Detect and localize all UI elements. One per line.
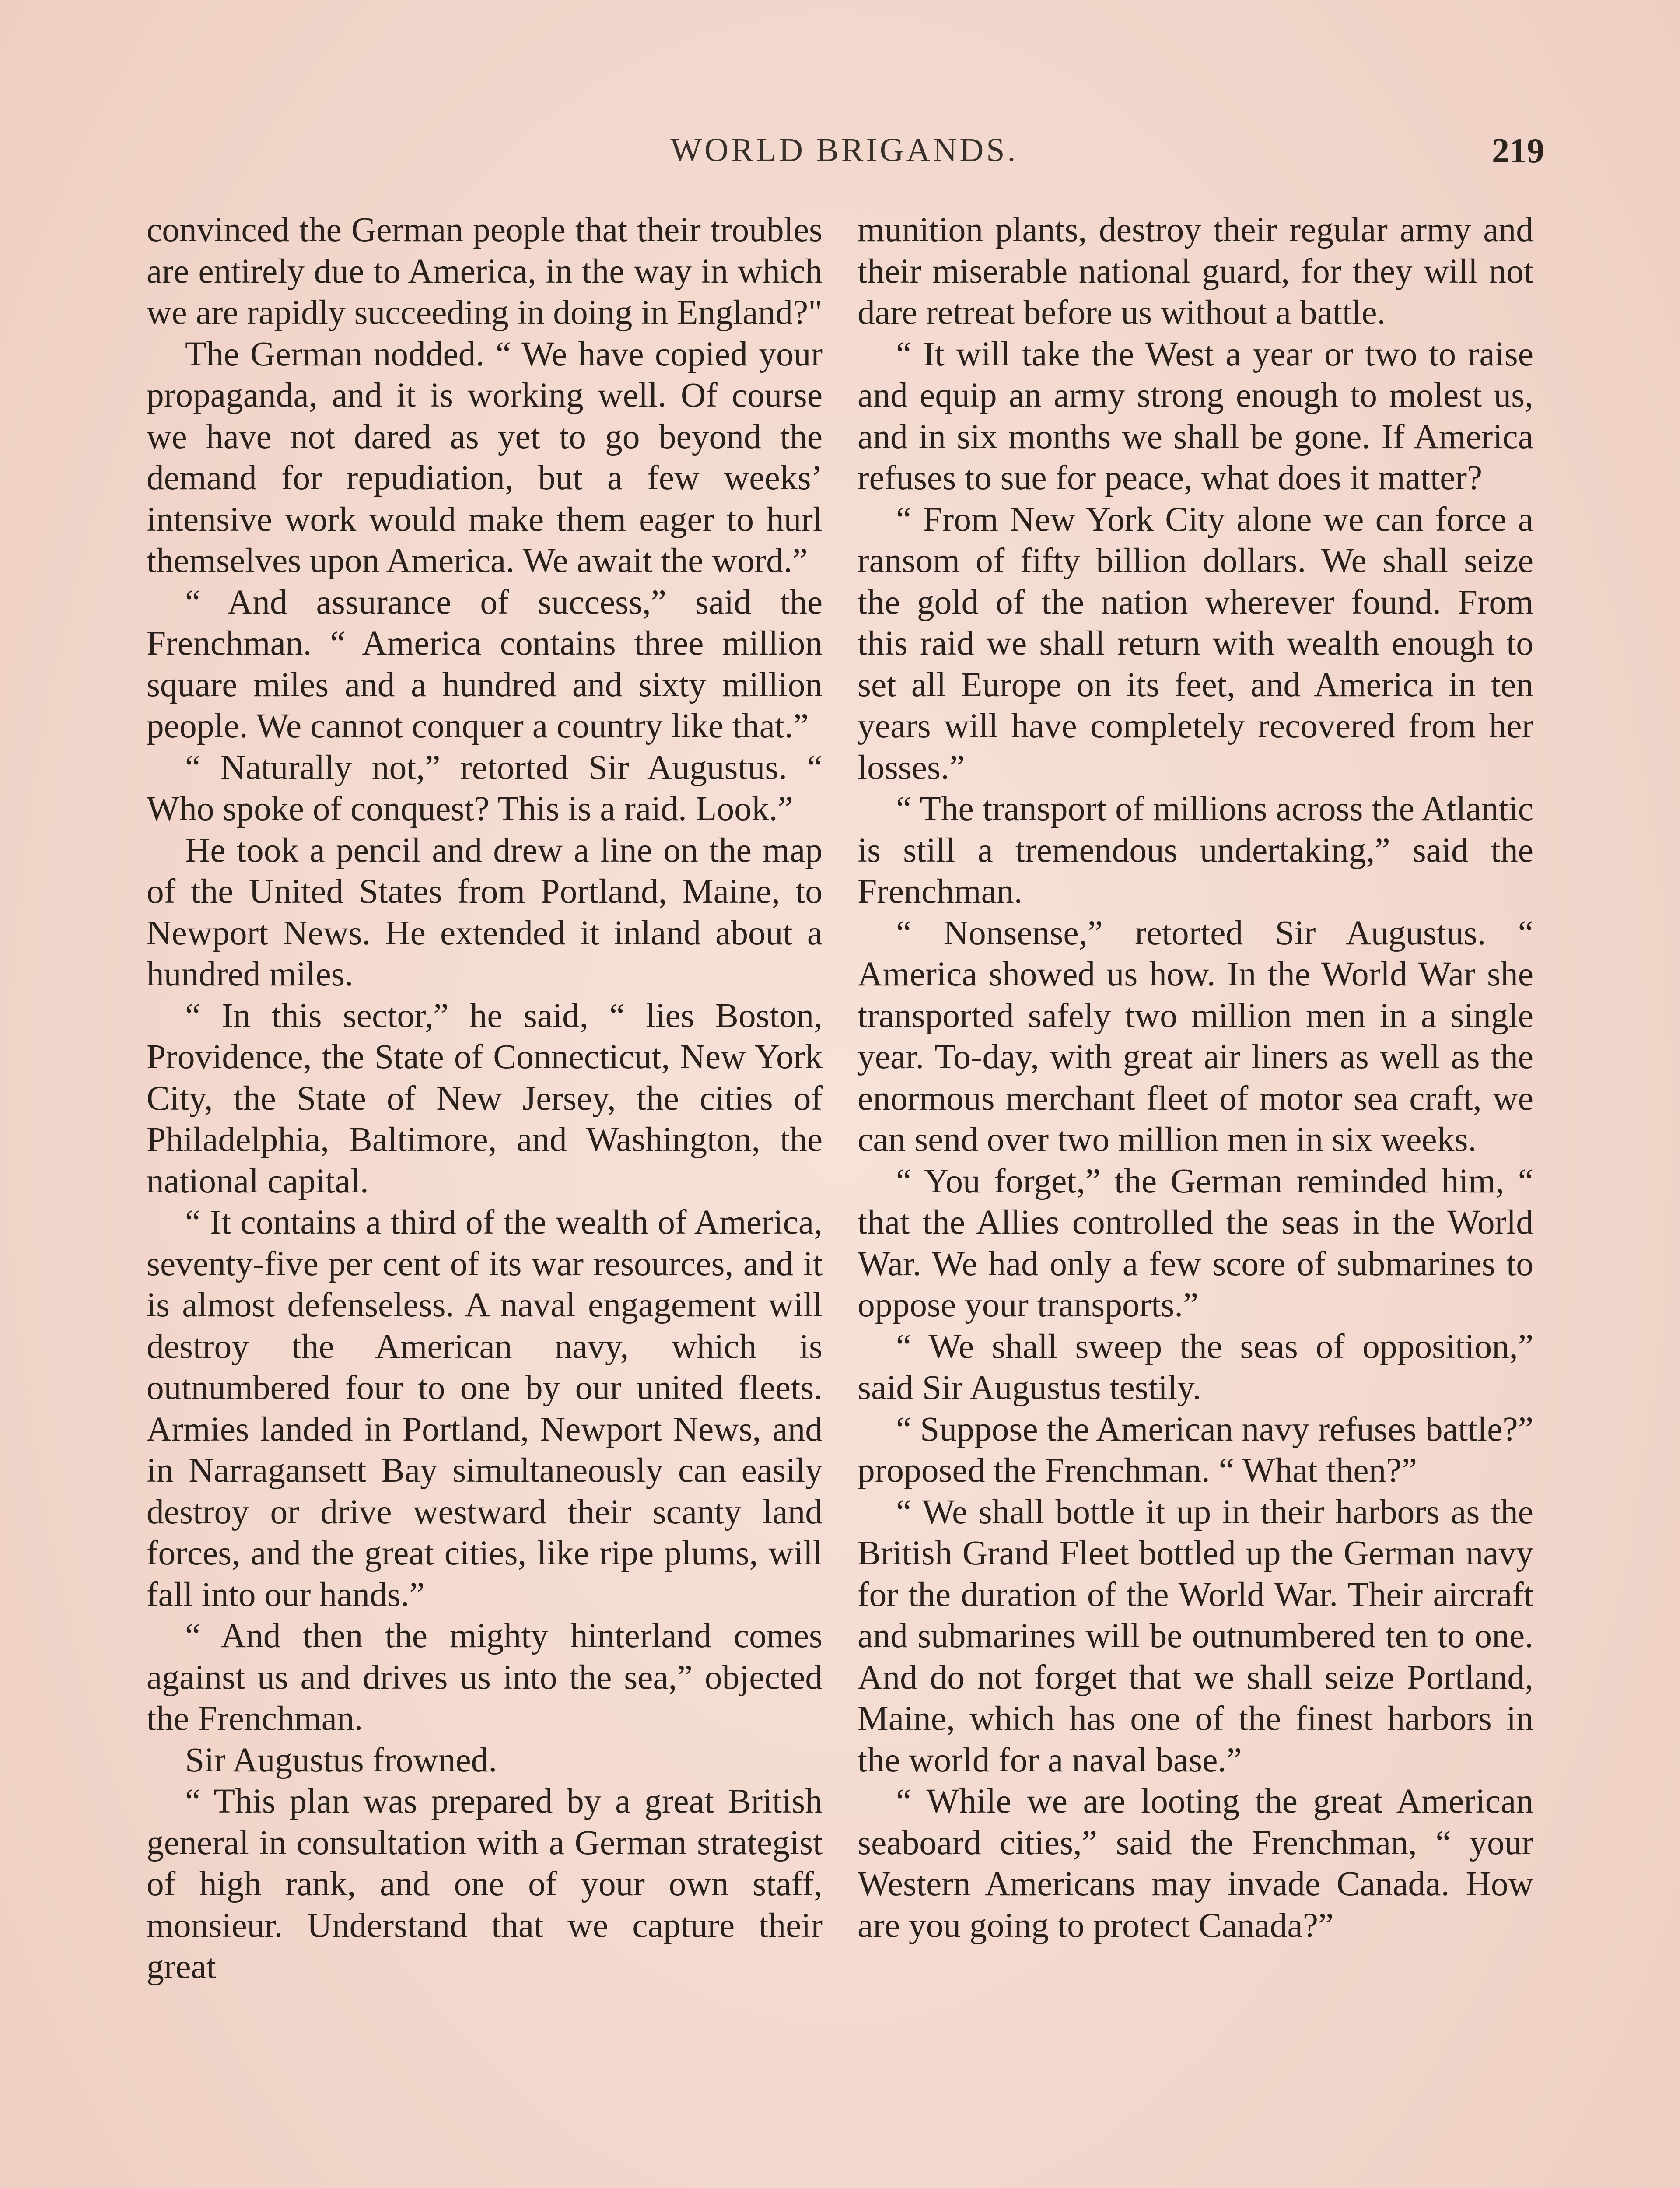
paragraph: “ Naturally not,” retorted Sir Augustus. “ Who spoke of conquest? This is a raid. Look.” <box>147 748 822 828</box>
paragraph: convinced the German people that their troubles are entirely due to America, in the way in which we are rapidly succeeding in doing in England?" <box>147 210 822 332</box>
paragraph: The German nodded. “ We have copied your propaganda, and it is working well. Of course we have not dared as yet to go beyond the demand for repudiation, but a few weeks’ intensive work would make them eager to hurl themselves upon America. We await the word.” <box>147 334 822 580</box>
paragraph: Sir Augustus frowned. <box>185 1740 497 1779</box>
paragraph: “ The transport of millions across the Atlantic is still a tremendous undertaking,” said the Frenchman. <box>858 789 1533 911</box>
paragraph: “ In this sector,” he said, “ lies Boston, Providence, the State of Connecticut, New York City, the State of New Jersey, the cities of Philadelphia, Baltimore, and Washington, the national capital. <box>147 996 822 1200</box>
paragraph: “ This plan was prepared by a great British general in consultation with a German strategist of high rank, and one of your own staff, monsieur. Understand that we capture their great <box>147 1782 822 1986</box>
paragraph: munition plants, destroy their regular army and their miserable national guard, for they will not dare retreat before us without a battle. <box>858 210 1533 332</box>
paragraph: “ It contains a third of the wealth of America, seventy-five per cent of its war resources, and it is almost defenseless. A naval engagement will destroy the American navy, which is outnumbered four to one by our united fleets. Armies landed in Portland, Newport News, and in Narragansett Bay simultaneously can easily destroy or drive westward their scanty land forces, and the great cities, like ripe plums, will fall into our hands.” <box>147 1203 822 1614</box>
paragraph: “ Suppose the American navy refuses battle?” proposed the Frenchman. “ What then?” <box>858 1410 1533 1490</box>
paragraph: “ Nonsense,” retorted Sir Augustus. “ America showed us how. In the World War she transported safely two million men in a single year. To-day, with great air liners as well as the enormous merchant fleet of motor sea craft, we can send over two million men in six weeks. <box>858 913 1533 1159</box>
right-column <box>858 209 1533 1946</box>
paragraph: “ From New York City alone we can force a ransom of fifty billion dollars. We shall seize the gold of the nation wherever found. From this raid we shall return with wealth enough to set all Europe on its feet, and America in ten years will have completely recovered from her losses.” <box>858 500 1533 787</box>
running-title: WORLD BRIGANDS. <box>670 132 1018 168</box>
paragraph: “ You forget,” the German reminded him, “ that the Allies controlled the seas in the World War. We had only a few score of submarines to oppose your transports.” <box>858 1161 1533 1324</box>
running-head <box>144 131 1544 175</box>
page-number: 219 <box>1492 132 1544 170</box>
paragraph: “ It will take the West a year or two to raise and equip an army strong enough to molest us, and in six months we shall be gone. If America refuses to sue for peace, what does it matter? <box>858 334 1533 497</box>
paragraph: He took a pencil and drew a line on the map of the United States from Portland, Maine, to Newport News. He extended it inland about a hundred miles. <box>147 831 822 993</box>
paragraph: “ We shall sweep the seas of opposition,” said Sir Augustus testily. <box>858 1327 1533 1407</box>
paragraph: “ We shall bottle it up in their harbors as the British Grand Fleet bottled up the German navy for the duration of the World War. Their aircraft and submarines will be outnumbered ten to one. And do not forget that we shall seize Portland, Maine, which has one of the finest harbors in the world for a naval base.” <box>858 1492 1533 1779</box>
left-column <box>147 209 822 1988</box>
paragraph: “ And then the mighty hinterland comes against us and drives us into the sea,” objected the Frenchman. <box>147 1616 822 1738</box>
paragraph: “ And assurance of success,” said the Frenchman. “ America contains three million square miles and a hundred and sixty million people. We cannot conquer a country like that.” <box>147 582 822 745</box>
paragraph: “ While we are looting the great American seaboard cities,” said the Frenchman, “ your Western Americans may invade Canada. How are you going to protect Canada?” <box>858 1782 1533 1945</box>
